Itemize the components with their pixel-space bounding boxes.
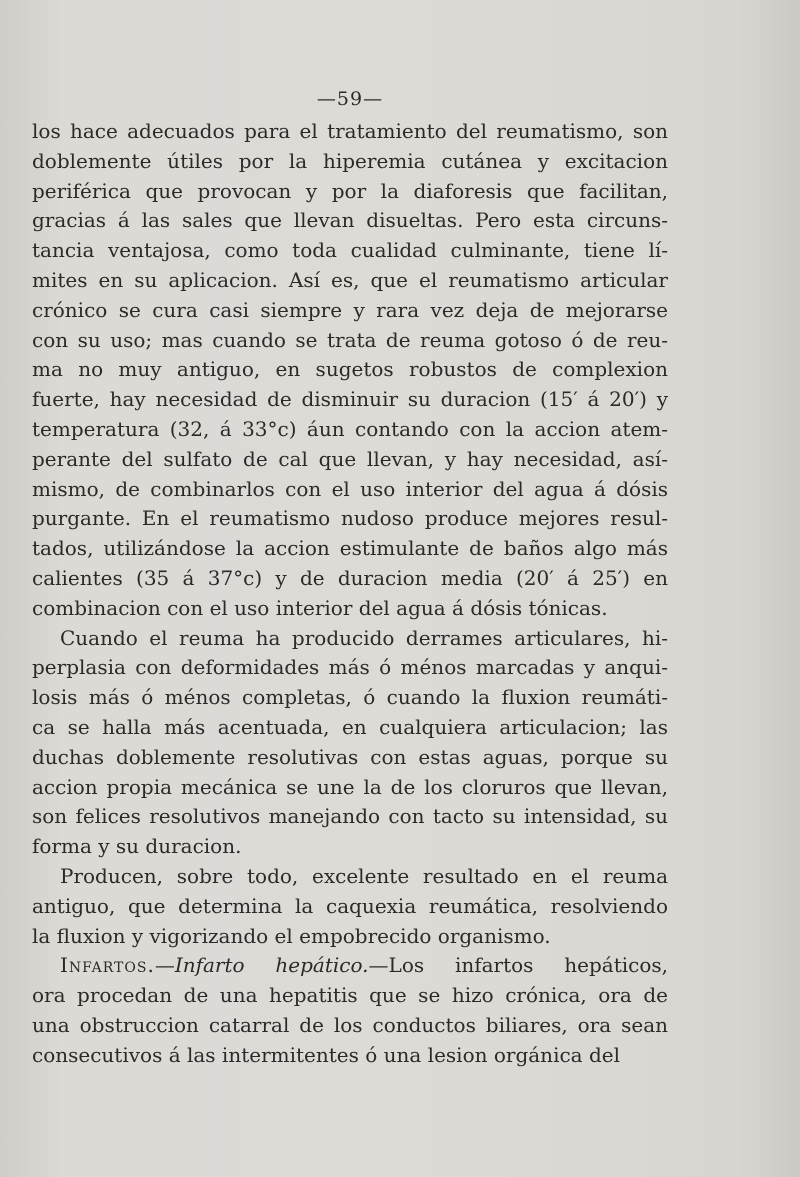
text-line: purgante. En el reumatismo nudoso produce mejores resul- — [32, 506, 668, 531]
section-heading: Infartos. — [60, 953, 155, 978]
text-line: temperatura (32, á 33°c) áun contando con la accion atem- — [32, 416, 668, 441]
page-number: —59— — [316, 88, 384, 110]
text-line: ma no muy antiguo, en sugetos robustos de complexion — [32, 357, 668, 382]
text-line — [32, 951, 668, 981]
text-fragment: —Los infartos hepáticos, — [368, 953, 669, 978]
text-line: antiguo, que determina la caquexia reumática, resolviendo — [32, 893, 668, 918]
text-line: periférica que provocan y por la diaforesis que facilitan, — [32, 178, 668, 203]
text-line: perplasia con deformidades más ó ménos marcadas y anqui- — [32, 655, 668, 680]
text-line: Cuando el reuma ha producido derrames articulares, hi- — [60, 625, 668, 650]
text-line: ca se halla más acentuada, en cualquiera articulacion; las — [32, 714, 668, 739]
text-line: mismo, de combinarlos con el uso interior del agua á dósis — [32, 476, 668, 501]
text-line: perante del sulfato de cal que llevan, y hay necesidad, así- — [32, 446, 668, 471]
text-line: gracias á las sales que llevan disueltas. Pero esta circuns- — [32, 208, 668, 233]
text-line: crónico se cura casi siempre y rara vez deja de mejorarse — [32, 297, 668, 322]
text-line: son felices resolutivos manejando con tacto su intensidad, su — [32, 804, 668, 829]
text-line: consecutivos á las intermitentes ó una lesion orgánica del — [32, 1042, 620, 1067]
paragraph-3 — [32, 862, 668, 951]
paragraph-2 — [32, 624, 668, 862]
body-text — [32, 117, 668, 1071]
text-line: tados, utilizándose la accion estimulante de baños algo más — [32, 536, 668, 561]
text-line: calientes (35 á 37°c) y de duracion media (20′ á 25′) en — [32, 565, 668, 590]
text-line: losis más ó ménos completas, ó cuando la fluxion reumáti- — [32, 685, 668, 710]
text-line: forma y su duracion. — [32, 834, 242, 859]
text-line: doblemente útiles por la hiperemia cutánea y excitacion — [32, 148, 668, 173]
text-line: duchas doblemente resolutivas con estas aguas, porque su — [32, 744, 668, 769]
text-line: accion propia mecánica se une la de los cloruros que llevan, — [32, 774, 668, 799]
text-line: los hace adecuados para el tratamiento del reumatismo, son — [32, 119, 668, 143]
text-line: una obstruccion catarral de los conductos biliares, ora sean — [32, 1012, 668, 1037]
paragraph-1 — [32, 117, 668, 624]
text-line: mites en su aplicacion. Así es, que el reumatismo articular — [32, 267, 668, 292]
text-line: combinacion con el uso interior del agua á dósis tónicas. — [32, 595, 608, 620]
paragraph-4 — [32, 951, 668, 1070]
text-line: tancia ventajosa, como toda cualidad culminante, tiene lí- — [32, 238, 668, 263]
text-line: fuerte, hay necesidad de disminuir su duracion (15′ á 20′) y — [32, 387, 668, 412]
text-line: Producen, sobre todo, excelente resultado en el reuma — [60, 863, 668, 888]
text-line: ora procedan de una hepatitis que se hizo crónica, ora de — [32, 983, 668, 1008]
text-line: la fluxion y vigorizando el empobrecido organismo. — [32, 923, 551, 948]
text-line: con su uso; mas cuando se trata de reuma gotoso ó de reu- — [32, 327, 668, 352]
subsection-heading: —Infarto hepático. — [154, 953, 369, 978]
